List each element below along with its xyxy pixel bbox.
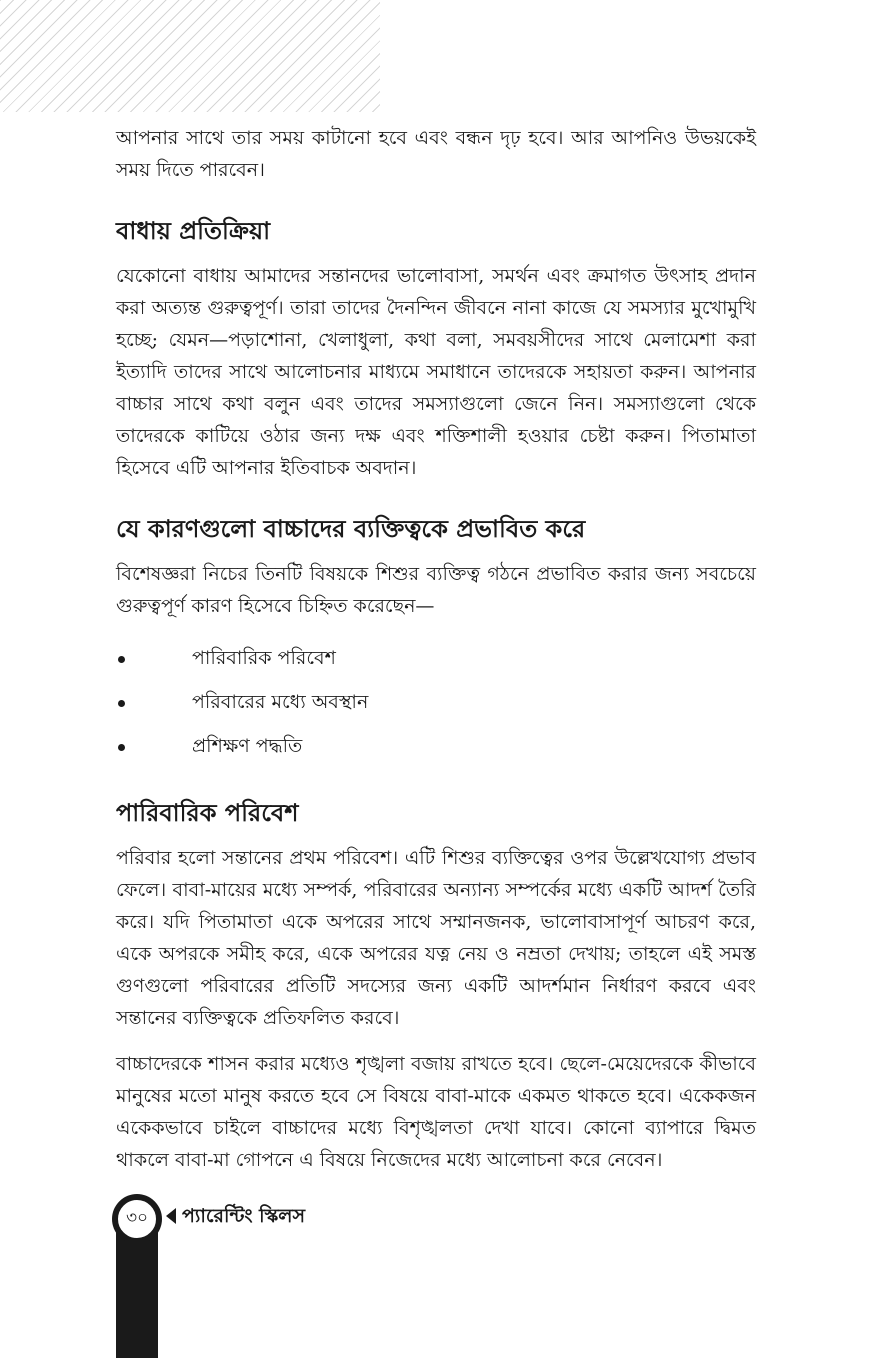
personality-factors-paragraph: বিশেষজ্ঞরা নিচের তিনটি বিষয়কে শিশুর ব্যক্তিত্ব গঠনে প্রভাবিত করার জন্য সবচেয়ে গুরুত্বপূর্ণ কারণ হিসেবে চিহ্নিত করেছেন—	[116, 563, 756, 617]
page-content	[116, 122, 756, 1190]
bullet-icon	[118, 656, 125, 663]
list-item: প্রশিক্ষণ পদ্ধতি	[116, 724, 756, 768]
section-heading-obstacle-response: বাধায় প্রতিক্রিয়া	[116, 217, 271, 245]
family-environment-paragraph-1: পরিবার হলো সন্তানের প্রথম পরিবেশ। এটি শিশুর ব্যক্তিত্বের ওপর উল্লেখযোগ্য প্রভাব ফেলে। বাবা-মায়ের মধ্যে সম্পর্ক, পরিবারের অন্যান্য সম্পর্কের মধ্যে একটি আদর্শ তৈরি করে। যদি পিতামাতা একে অপরের সাথে সম্মানজনক, ভালোবাসাপূর্ণ আচরণ করে, একে অপরকে সমীহ করে, একে অপরের যত্ন নেয় ও নম্রতা দেখায়; তাহলে এই সমস্ত গুণগুলো পরিবারের প্রতিটি সদস্যের জন্য একটি আদর্শমান নির্ধারণ করবে এবং সন্তানের ব্যক্তিত্বকে প্রতিফলিত করবে।	[116, 847, 756, 1029]
list-item: পরিবারের মধ্যে অবস্থান	[116, 680, 756, 724]
family-environment-paragraph-2: বাচ্চাদেরকে শাসন করার মধ্যেও শৃঙ্খলা বজায় রাখতে হবে। ছেলে-মেয়েদেরকে কীভাবে মানুষের মতো মানুষ করতে হবে সে বিষয়ে বাবা-মাকে একমত থাকতে হবে। একেকজন একেকভাবে চাইলে বাচ্চাদের মধ্যে বিশৃঙ্খলতা দেখা যাবে। কোনো ব্যাপারে দ্বিমত থাকলে বাবা-মা গোপনে এ বিষয়ে নিজেদের মধ্যে আলোচনা করে নেবেন।	[116, 1053, 756, 1171]
page-number: ৩০	[116, 1198, 158, 1240]
list-item: পারিবারিক পরিবেশ	[116, 636, 756, 680]
obstacle-response-paragraph: যেকোনো বাধায় আমাদের সন্তানদের ভালোবাসা, সমর্থন এবং ক্রমাগত উৎসাহ প্রদান করা অত্যন্ত গুরুত্বপূর্ণ। তারা তাদের দৈনন্দিন জীবনে নানা কাজে যে সমস্যার মুখোমুখি হচ্ছে; যেমন—পড়াশোনা, খেলাধুলা, কথা বলা, সমবয়সীদের সাথে মেলামেশা করা ইত্যাদি তাদের সাথে আলোচনার মাধ্যমে সমাধানে তাদেরকে সহায়তা করুন। আপনার বাচ্চার সাথে কথা বলুন এবং তাদের সমস্যাগুলো জেনে নিন। সমস্যাগুলো থেকে তাদেরকে কাটিয়ে ওঠার জন্য দক্ষ এবং শক্তিশালী হওয়ার চেষ্টা করুন। পিতামাতা হিসেবে এটি আপনার ইতিবাচক অবদান।	[116, 265, 756, 479]
section-heading-personality-factors: যে কারণগুলো বাচ্চাদের ব্যক্তিত্বকে প্রভাবিত করে	[116, 515, 586, 543]
bullet-icon	[118, 744, 125, 751]
factors-list	[116, 636, 756, 768]
section-heading-family-environment: পারিবারিক পরিবেশ	[116, 799, 299, 827]
intro-paragraph: আপনার সাথে তার সময় কাটানো হবে এবং বন্ধন দৃঢ় হবে। আর আপনিও উভয়কেই সময় দিতে পারবেন।	[116, 127, 756, 181]
book-title: প্যারেন্টিং স্কিলস	[182, 1205, 306, 1227]
bullet-icon	[118, 700, 125, 707]
corner-hatch-decoration	[0, 0, 380, 112]
triangle-left-icon	[166, 1208, 176, 1224]
